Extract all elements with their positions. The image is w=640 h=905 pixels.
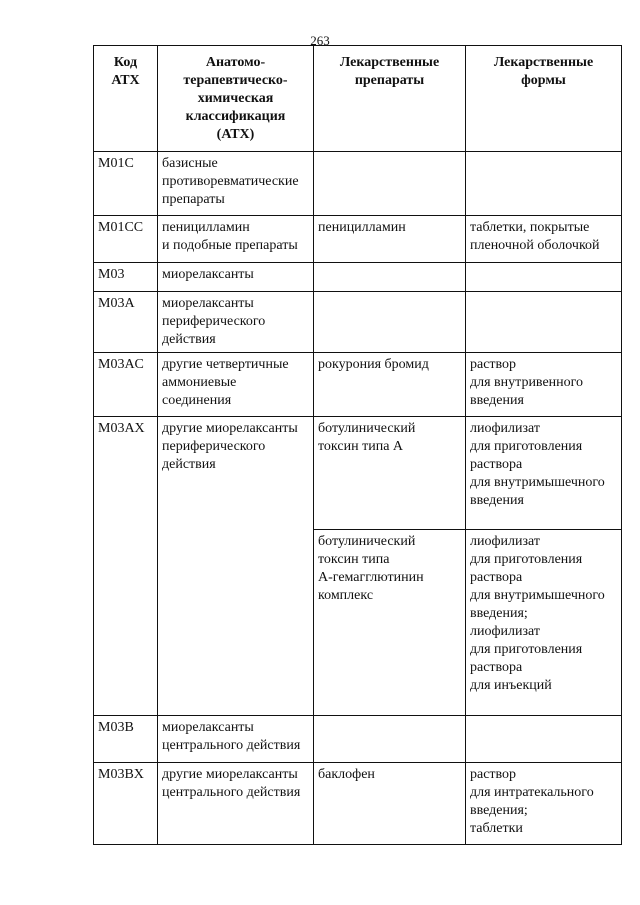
cell-code: M03A	[94, 292, 158, 353]
cell-class: другие миорелаксанты центрального действия	[158, 763, 314, 845]
cell-class: другие четвертичные аммониевые соединения	[158, 353, 314, 417]
table-header-row	[94, 46, 622, 152]
table-row	[94, 417, 622, 530]
cell-form	[466, 292, 622, 353]
cell-code: M03AC	[94, 353, 158, 417]
cell-form	[466, 263, 622, 292]
cell-class: пеницилламин и подобные препараты	[158, 216, 314, 263]
header-drugs: Лекарственные препараты	[314, 46, 466, 152]
cell-drug	[314, 152, 466, 216]
cell-class: базисные противоревматические препараты	[158, 152, 314, 216]
cell-code: M03	[94, 263, 158, 292]
cell-form	[466, 152, 622, 216]
table-row	[94, 716, 622, 763]
cell-class: миорелаксанты центрального действия	[158, 716, 314, 763]
cell-form: лиофилизат для приготовления раствора для внутримышечного введения	[466, 417, 622, 530]
cell-code: M03AX	[94, 417, 158, 716]
cell-form: раствор для внутривенного введения	[466, 353, 622, 417]
table-row	[94, 216, 622, 263]
table-row	[94, 263, 622, 292]
cell-form: лиофилизат для приготовления раствора для внутримышечного введения; лиофилизат для приготовления раствора для инъекций	[466, 530, 622, 716]
header-forms: Лекарственные формы	[466, 46, 622, 152]
cell-drug: баклофен	[314, 763, 466, 845]
page-number: 263	[310, 33, 330, 48]
cell-drug: ботулинический токсин типа A-гемагглютинин комплекс	[314, 530, 466, 716]
atc-table	[93, 45, 622, 845]
cell-drug	[314, 263, 466, 292]
header-classification: Анатомо- терапевтическо- химическая классификация (АТХ)	[158, 46, 314, 152]
cell-drug	[314, 292, 466, 353]
cell-code: M03B	[94, 716, 158, 763]
cell-form	[466, 716, 622, 763]
table-row	[94, 763, 622, 845]
table-row	[94, 353, 622, 417]
table-row	[94, 152, 622, 216]
cell-code: M01CC	[94, 216, 158, 263]
cell-code: M03BX	[94, 763, 158, 845]
cell-form: раствор для интратекального введения; таблетки	[466, 763, 622, 845]
cell-drug: рокурония бромид	[314, 353, 466, 417]
cell-form: таблетки, покрытые пленочной оболочкой	[466, 216, 622, 263]
table-row	[94, 292, 622, 353]
cell-class: другие миорелаксанты периферического действия	[158, 417, 314, 716]
cell-code: M01C	[94, 152, 158, 216]
cell-drug: ботулинический токсин типа A	[314, 417, 466, 530]
cell-class: миорелаксанты	[158, 263, 314, 292]
cell-drug	[314, 716, 466, 763]
header-code: Код АТХ	[94, 46, 158, 152]
cell-drug: пеницилламин	[314, 216, 466, 263]
cell-class: миорелаксанты периферического действия	[158, 292, 314, 353]
